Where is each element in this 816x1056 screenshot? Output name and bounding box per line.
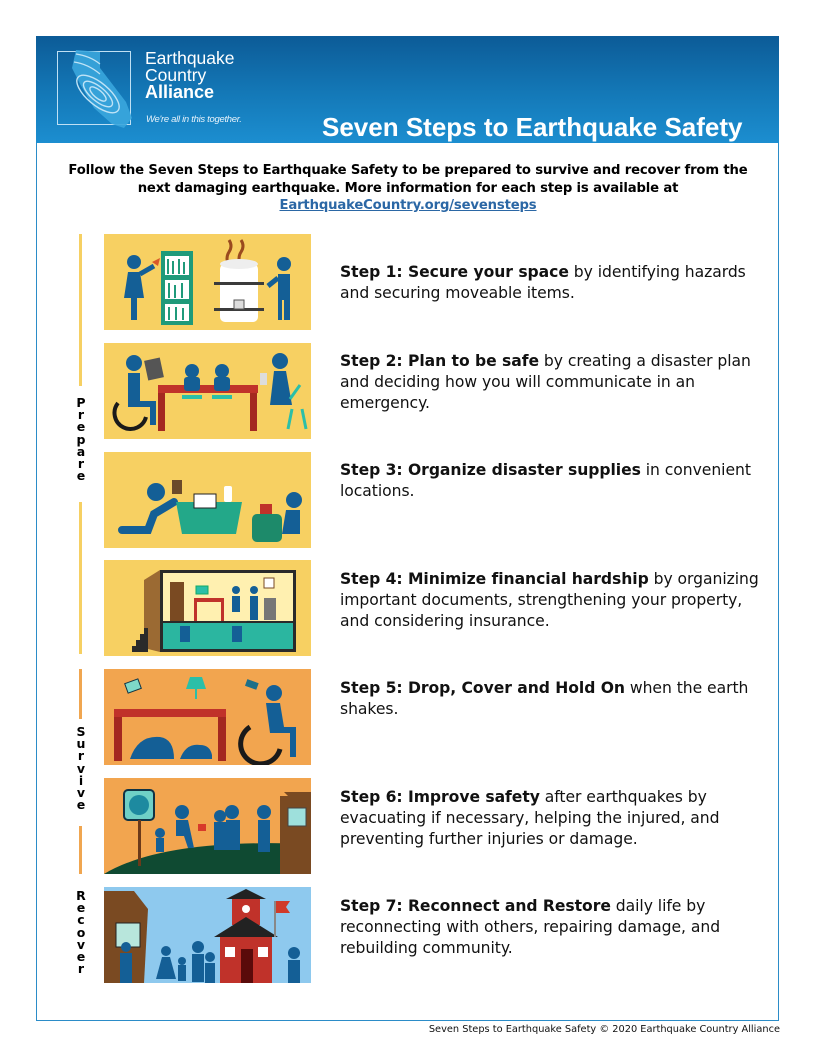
step-5-text	[340, 678, 770, 720]
step-6-heading: Step 6: Improve safety	[340, 788, 540, 806]
step-3-heading: Step 3: Organize disaster supplies	[340, 461, 641, 479]
intro-text: Follow the Seven Steps to Earthquake Safety to be prepared to survive and recover from the next damaging earthquake. More information for each step is available at	[68, 163, 748, 196]
step-6-illustration	[104, 778, 311, 874]
evacuation-icon	[104, 778, 311, 874]
step-2-text	[340, 351, 770, 414]
step-7-body: daily life by reconnecting with others, repairing damage, and rebuilding community.	[340, 897, 721, 957]
step-1-text	[340, 262, 770, 304]
step-3-body: in convenient locations.	[340, 461, 751, 500]
step-2-illustration	[104, 343, 311, 439]
intro-paragraph	[50, 162, 766, 215]
phase-label-recover: R e c o v e r	[76, 888, 86, 977]
step-5-illustration	[104, 669, 311, 765]
step-2-body: by creating a disaster plan and deciding how you will communicate in an emergency.	[340, 352, 751, 412]
survive-line-top	[79, 669, 82, 719]
california-seismic-rings-icon	[54, 44, 144, 136]
family-planning-icon	[104, 343, 311, 439]
phase-label-prepare: P r e p a r e	[76, 395, 86, 484]
logo-line-3: Alliance	[145, 82, 215, 102]
logo-wordmark	[145, 50, 235, 101]
drop-cover-hold-on-icon	[104, 669, 311, 765]
phase-label-survive: S u r v i v e	[76, 724, 86, 813]
header-banner	[36, 36, 779, 143]
step-3-illustration	[104, 452, 311, 548]
footer-copyright: Seven Steps to Earthquake Safety © 2020 Earthquake Country Alliance	[428, 1024, 780, 1035]
step-5-body: when the earth shakes.	[340, 679, 749, 718]
step-4-body: by organizing important documents, strengthening your property, and considering insurance.	[340, 570, 759, 630]
step-4-text	[340, 569, 770, 632]
logo-tagline: We're all in this together.	[146, 114, 242, 125]
survive-line-bottom	[79, 826, 82, 874]
step-3-text	[340, 460, 770, 502]
prepare-line-top	[79, 234, 82, 386]
step-7-heading: Step 7: Reconnect and Restore	[340, 897, 611, 915]
step-4-illustration	[104, 560, 311, 656]
sevensteps-link[interactable]: EarthquakeCountry.org/sevensteps	[279, 198, 537, 213]
logo-line-2: Country	[145, 65, 207, 85]
step-1-heading: Step 1: Secure your space	[340, 263, 569, 281]
step-1-body: by identifying hazards and securing moveable items.	[340, 263, 746, 302]
community-reconnect-icon	[104, 887, 311, 983]
step-7-text	[340, 896, 770, 959]
logo-line-1: Earthquake	[145, 48, 235, 68]
step-6-text	[340, 787, 770, 850]
house-retrofit-icon	[104, 560, 311, 656]
step-7-illustration	[104, 887, 311, 983]
prepare-line-bottom	[79, 502, 82, 654]
step-1-illustration	[104, 234, 311, 330]
securing-bookshelf-icon	[104, 234, 311, 330]
supply-kit-icon	[104, 452, 311, 548]
page-title: Seven Steps to Earthquake Safety	[322, 112, 743, 142]
step-4-heading: Step 4: Minimize financial hardship	[340, 570, 649, 588]
step-6-body: after earthquakes by evacuating if necessary, helping the injured, and preventing further injuries or damage.	[340, 788, 720, 848]
step-2-heading: Step 2: Plan to be safe	[340, 352, 539, 370]
step-5-heading: Step 5: Drop, Cover and Hold On	[340, 679, 625, 697]
